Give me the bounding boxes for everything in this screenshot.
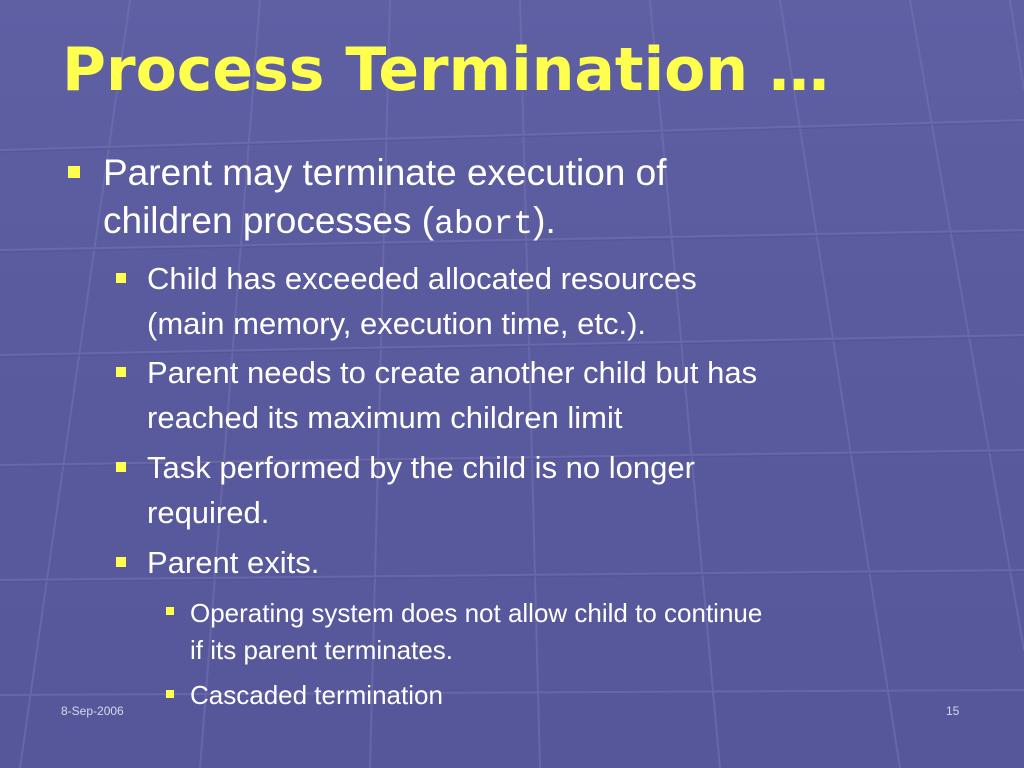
bullet1-line2-text: children processes ( — [103, 200, 435, 241]
sub-bullet-2-line1: Parent needs to create another child but has — [147, 355, 758, 390]
sub-bullet-icon — [116, 557, 126, 567]
footer-page-number: 15 — [946, 704, 960, 718]
sub-bullet-3-line1: Task performed by the child is no longer — [147, 450, 695, 485]
sub-bullet-icon — [116, 462, 126, 472]
sub-bullet-2-line2: reached its maximum children limit — [147, 400, 623, 435]
footer-date: 8-Sep-2006 — [61, 704, 124, 718]
sub-bullet-3-line2: required. — [147, 495, 270, 530]
bullet1-line2-tail: ). — [533, 200, 556, 241]
sub-bullet-1-line2: (main memory, execution time, etc.). — [147, 306, 647, 341]
bullet1-line1: Parent may terminate execution of — [103, 152, 667, 193]
sub-sub-bullet-1-line2: if its parent terminates. — [190, 635, 453, 665]
sub-sub-bullet-icon — [166, 690, 174, 698]
bullet1-line2 — [103, 199, 556, 247]
slide-title: Process Termination … — [62, 35, 829, 105]
level1-bullet-icon — [68, 166, 80, 178]
sub-sub-bullet-icon — [166, 607, 174, 615]
sub-sub-bullet-2-line1: Cascaded termination — [190, 680, 443, 710]
sub-bullet-4-line1: Parent exits. — [147, 545, 320, 580]
sub-sub-bullet-1-line1: Operating system does not allow child to continue — [190, 598, 763, 628]
abort-code: abort — [434, 206, 534, 243]
sub-bullet-1-line1: Child has exceeded allocated resources — [147, 261, 697, 296]
sub-bullet-icon — [116, 367, 126, 377]
sub-bullet-icon — [116, 273, 126, 283]
